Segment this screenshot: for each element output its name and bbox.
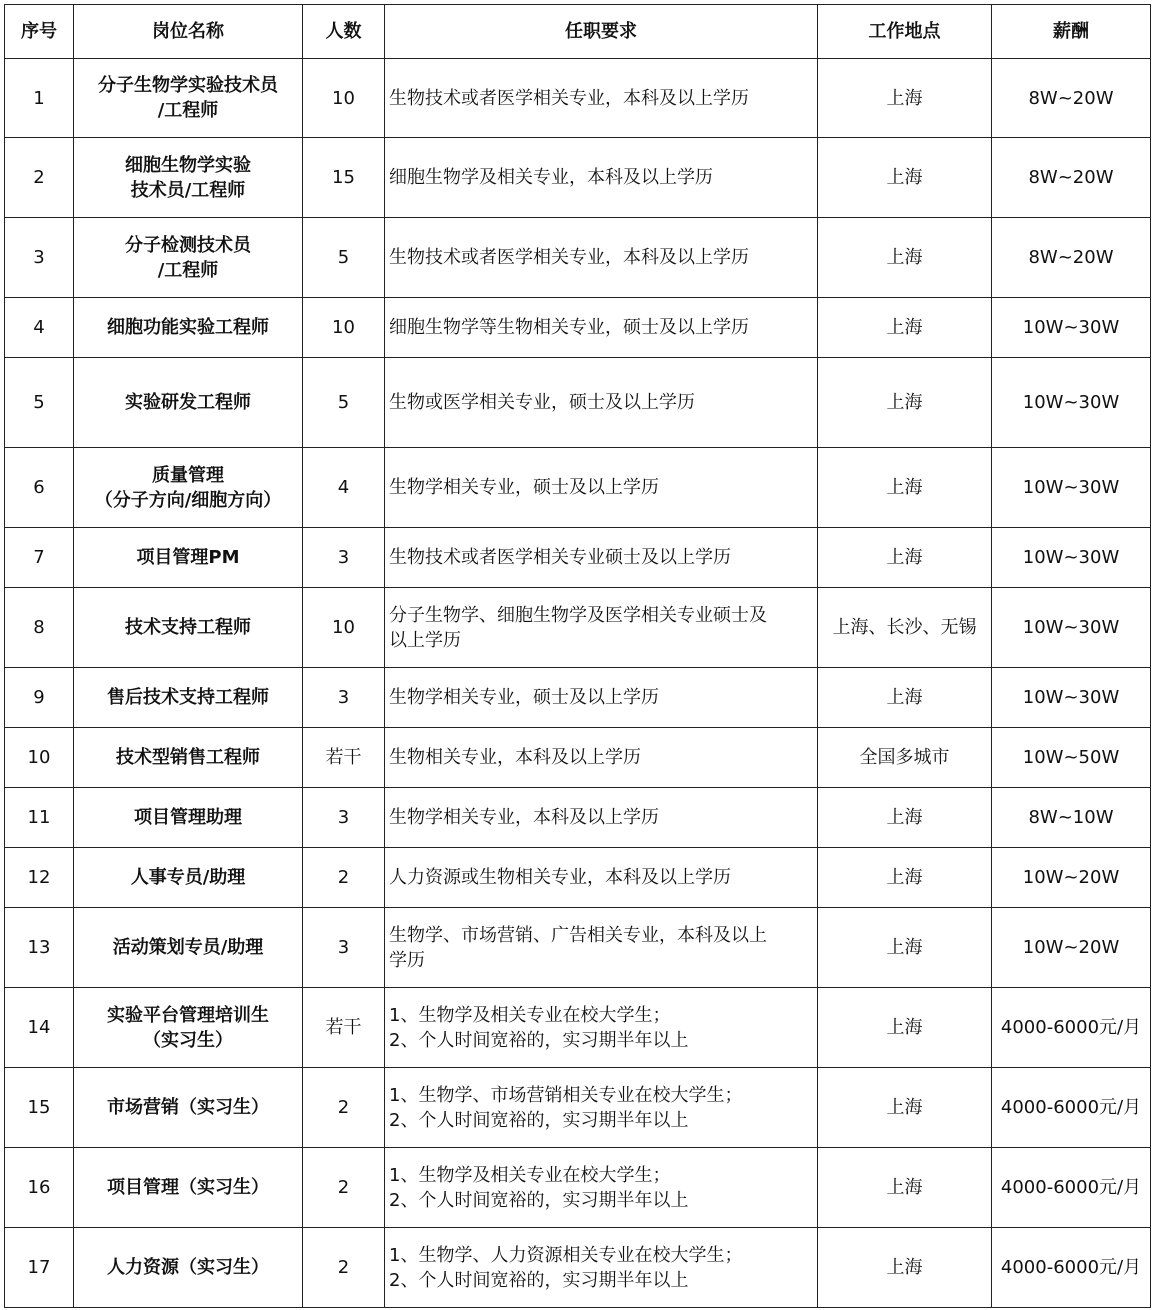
- row-requirement-line: 2、个人时间宽裕的，实习期半年以上: [389, 1189, 689, 1211]
- row-salary: 10W~20W: [992, 848, 1151, 908]
- table-row: [5, 528, 1151, 588]
- job-table: [4, 4, 1151, 1308]
- row-location: 上海: [818, 218, 992, 298]
- row-requirement: [385, 988, 818, 1068]
- row-count: 2: [303, 1228, 385, 1308]
- row-requirement: [385, 668, 818, 728]
- row-title: [74, 988, 303, 1068]
- row-requirement-line: 学历: [389, 949, 425, 971]
- row-location: 上海: [818, 908, 992, 988]
- row-salary: 10W~50W: [992, 728, 1151, 788]
- row-title: [74, 1148, 303, 1228]
- row-requirement: [385, 788, 818, 848]
- row-requirement-line: 1、生物学及相关专业在校大学生；: [389, 1164, 671, 1186]
- row-index: 8: [5, 588, 74, 668]
- table-row: [5, 588, 1151, 668]
- row-index: 10: [5, 728, 74, 788]
- row-location: 上海: [818, 358, 992, 448]
- row-requirement: [385, 138, 818, 218]
- row-requirement: [385, 528, 818, 588]
- row-salary: 8W~20W: [992, 218, 1151, 298]
- row-title-line: 项目管理助理: [134, 807, 242, 828]
- table-row: [5, 358, 1151, 448]
- table-row: [5, 1068, 1151, 1148]
- row-requirement-line: 2、个人时间宽裕的，实习期半年以上: [389, 1269, 689, 1291]
- header-title: 岗位名称: [74, 5, 303, 59]
- row-requirement-line: 细胞生物学等生物相关专业，硕士及以上学历: [389, 317, 749, 338]
- header-row: [5, 5, 1151, 59]
- table-row: [5, 448, 1151, 528]
- row-title-line: 细胞生物学实验: [125, 154, 251, 176]
- row-count: 若干: [303, 988, 385, 1068]
- row-requirement-line: 生物技术或者医学相关专业，本科及以上学历: [389, 87, 749, 109]
- row-title-line: 人事专员/助理: [130, 867, 246, 888]
- row-requirement: [385, 1148, 818, 1228]
- row-index: 1: [5, 59, 74, 138]
- row-index: 11: [5, 788, 74, 848]
- row-salary: 8W~20W: [992, 138, 1151, 218]
- row-count: 10: [303, 588, 385, 668]
- row-title: [74, 358, 303, 448]
- row-title-line: /工程师: [157, 259, 219, 281]
- row-title: [74, 528, 303, 588]
- row-title: [74, 728, 303, 788]
- row-index: 14: [5, 988, 74, 1068]
- row-requirement: [385, 848, 818, 908]
- header-location: 工作地点: [818, 5, 992, 59]
- header-index: 序号: [5, 5, 74, 59]
- row-title-line: 细胞功能实验工程师: [107, 317, 269, 338]
- row-requirement-line: 生物学相关专业，硕士及以上学历: [389, 687, 659, 708]
- row-title-line: 市场营销（实习生）: [107, 1097, 269, 1118]
- row-salary: 4000-6000元/月: [992, 1228, 1151, 1308]
- row-count: 若干: [303, 728, 385, 788]
- row-salary: 4000-6000元/月: [992, 988, 1151, 1068]
- row-index: 15: [5, 1068, 74, 1148]
- row-requirement-line: 生物学相关专业，本科及以上学历: [389, 807, 659, 828]
- row-index: 7: [5, 528, 74, 588]
- row-title: [74, 848, 303, 908]
- table-row: [5, 668, 1151, 728]
- row-requirement-line: 生物学、市场营销、广告相关专业，本科及以上: [389, 924, 767, 946]
- table-row: [5, 1228, 1151, 1308]
- row-requirement: [385, 728, 818, 788]
- row-location: 上海: [818, 668, 992, 728]
- header-salary: 薪酬: [992, 5, 1151, 59]
- row-count: 4: [303, 448, 385, 528]
- row-title-line: 实验平台管理培训生: [107, 1004, 269, 1026]
- row-count: 3: [303, 788, 385, 848]
- row-requirement-line: 2、个人时间宽裕的，实习期半年以上: [389, 1109, 689, 1131]
- header-requirement: 任职要求: [385, 5, 818, 59]
- row-title: [74, 1228, 303, 1308]
- row-count: 15: [303, 138, 385, 218]
- row-count: 2: [303, 848, 385, 908]
- row-title-line: 活动策划专员/助理: [112, 937, 264, 958]
- row-index: 17: [5, 1228, 74, 1308]
- row-title: [74, 448, 303, 528]
- row-salary: 10W~20W: [992, 908, 1151, 988]
- row-salary: 10W~30W: [992, 448, 1151, 528]
- row-index: 3: [5, 218, 74, 298]
- row-salary: 10W~30W: [992, 298, 1151, 358]
- row-requirement-line: 生物学相关专业，硕士及以上学历: [389, 477, 659, 498]
- row-salary: 10W~30W: [992, 528, 1151, 588]
- row-title-line: （实习生）: [143, 1029, 233, 1051]
- table-row: [5, 218, 1151, 298]
- row-requirement-line: 人力资源或生物相关专业，本科及以上学历: [389, 867, 731, 888]
- row-index: 16: [5, 1148, 74, 1228]
- row-location: 上海: [818, 848, 992, 908]
- table-row: [5, 59, 1151, 138]
- row-requirement-line: 1、生物学、人力资源相关专业在校大学生；: [389, 1244, 743, 1266]
- row-location: 上海: [818, 788, 992, 848]
- row-index: 13: [5, 908, 74, 988]
- row-location: 上海: [818, 528, 992, 588]
- row-requirement: [385, 448, 818, 528]
- row-location: 上海: [818, 448, 992, 528]
- row-requirement-line: 分子生物学、细胞生物学及医学相关专业硕士及: [389, 604, 767, 626]
- row-requirement-line: 生物技术或者医学相关专业硕士及以上学历: [389, 547, 731, 568]
- row-count: 10: [303, 298, 385, 358]
- table-row: [5, 728, 1151, 788]
- row-title-line: 质量管理: [152, 464, 224, 486]
- row-requirement-line: 生物相关专业，本科及以上学历: [389, 747, 641, 768]
- row-index: 4: [5, 298, 74, 358]
- row-count: 2: [303, 1148, 385, 1228]
- row-requirement-line: 1、生物学、市场营销相关专业在校大学生；: [389, 1084, 743, 1106]
- row-title: [74, 908, 303, 988]
- row-title-line: 售后技术支持工程师: [107, 687, 269, 708]
- row-requirement: [385, 218, 818, 298]
- row-title: [74, 218, 303, 298]
- row-index: 12: [5, 848, 74, 908]
- row-title-line: 实验研发工程师: [125, 392, 251, 413]
- row-index: 5: [5, 358, 74, 448]
- row-requirement: [385, 298, 818, 358]
- row-title-line: 分子生物学实验技术员: [98, 75, 278, 96]
- row-count: 3: [303, 528, 385, 588]
- row-count: 10: [303, 59, 385, 138]
- row-salary: 8W~10W: [992, 788, 1151, 848]
- row-index: 6: [5, 448, 74, 528]
- row-count: 5: [303, 218, 385, 298]
- row-index: 2: [5, 138, 74, 218]
- row-title-line: 人力资源（实习生）: [107, 1257, 269, 1278]
- row-title-line: 分子检测技术员: [125, 234, 251, 256]
- row-location: 全国多城市: [818, 728, 992, 788]
- row-title: [74, 59, 303, 138]
- row-title-line: 技术型销售工程师: [116, 747, 260, 768]
- row-requirement-line: 细胞生物学及相关专业，本科及以上学历: [389, 167, 713, 188]
- row-location: 上海、长沙、无锡: [818, 588, 992, 668]
- row-index: 9: [5, 668, 74, 728]
- row-location: 上海: [818, 298, 992, 358]
- table-row: [5, 138, 1151, 218]
- row-title-line: 技术员/工程师: [130, 179, 246, 201]
- row-count: 5: [303, 358, 385, 448]
- row-title: [74, 138, 303, 218]
- row-location: 上海: [818, 138, 992, 218]
- row-salary: 10W~30W: [992, 668, 1151, 728]
- row-requirement-line: 以上学历: [389, 629, 461, 651]
- row-requirement-line: 2、个人时间宽裕的，实习期半年以上: [389, 1029, 689, 1051]
- row-count: 2: [303, 1068, 385, 1148]
- row-requirement: [385, 358, 818, 448]
- row-title-line: 技术支持工程师: [125, 617, 251, 638]
- row-location: 上海: [818, 1228, 992, 1308]
- row-requirement: [385, 908, 818, 988]
- row-title-line: （分子方向/细胞方向）: [94, 489, 282, 511]
- row-requirement: [385, 588, 818, 668]
- row-requirement: [385, 59, 818, 138]
- table-row: [5, 908, 1151, 988]
- header-count: 人数: [303, 5, 385, 59]
- row-location: 上海: [818, 988, 992, 1068]
- table-row: [5, 298, 1151, 358]
- row-salary: 4000-6000元/月: [992, 1148, 1151, 1228]
- row-title-line: /工程师: [157, 100, 219, 121]
- row-location: 上海: [818, 1068, 992, 1148]
- row-requirement: [385, 1068, 818, 1148]
- row-location: 上海: [818, 1148, 992, 1228]
- table-row: [5, 1148, 1151, 1228]
- row-count: 3: [303, 908, 385, 988]
- table-row: [5, 988, 1151, 1068]
- row-salary: 10W~30W: [992, 358, 1151, 448]
- row-title-line: 项目管理PM: [136, 547, 240, 568]
- table-row: [5, 788, 1151, 848]
- row-title: [74, 668, 303, 728]
- row-requirement-line: 生物或医学相关专业，硕士及以上学历: [389, 392, 695, 413]
- row-salary: 8W~20W: [992, 59, 1151, 138]
- table-row: [5, 848, 1151, 908]
- row-title: [74, 788, 303, 848]
- row-title: [74, 1068, 303, 1148]
- row-salary: 4000-6000元/月: [992, 1068, 1151, 1148]
- row-title: [74, 588, 303, 668]
- row-salary: 10W~30W: [992, 588, 1151, 668]
- row-requirement-line: 生物技术或者医学相关专业，本科及以上学历: [389, 247, 749, 268]
- row-count: 3: [303, 668, 385, 728]
- row-title: [74, 298, 303, 358]
- row-requirement: [385, 1228, 818, 1308]
- row-title-line: 项目管理（实习生）: [107, 1177, 269, 1198]
- row-requirement-line: 1、生物学及相关专业在校大学生；: [389, 1004, 671, 1026]
- row-location: 上海: [818, 59, 992, 138]
